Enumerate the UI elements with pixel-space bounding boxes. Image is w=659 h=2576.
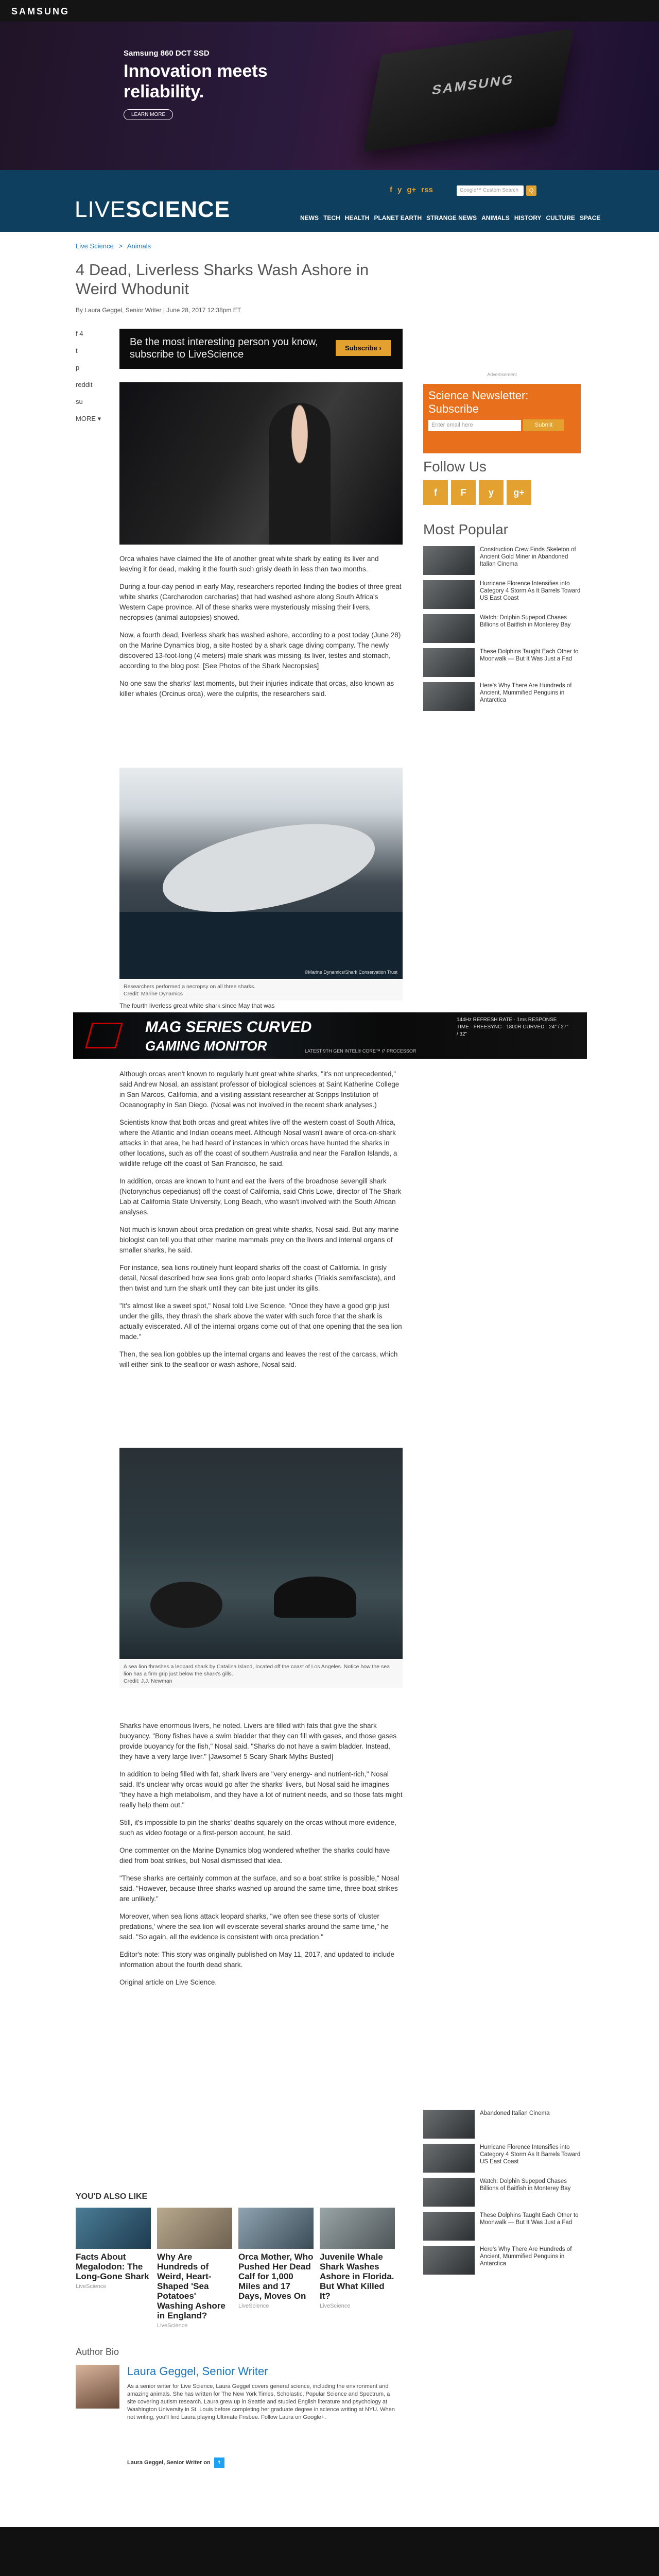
- also-like-title: Why Are Hundreds of Weird, Heart-Shaped 'Sea Potatoes' Washing Ashore in England?: [157, 2252, 226, 2320]
- facebook-icon[interactable]: f: [390, 185, 392, 194]
- also-like-source: LiveScience: [76, 2283, 107, 2290]
- msi-logo: [85, 1023, 123, 1048]
- ad-kicker: Samsung 860 DCT SSD: [124, 49, 210, 58]
- article-byline: By Laura Geggel, Senior Writer | June 28, 2017 12:38pm ET: [76, 307, 241, 314]
- popular-thumb: [423, 546, 475, 575]
- author-bio-heading: Author Bio: [76, 2347, 119, 2357]
- also-like-thumb: [320, 2208, 395, 2249]
- article-title: 4 Dead, Liverless Sharks Wash Ashore in Weird Whodunit: [76, 261, 369, 298]
- also-like-thumb: [76, 2208, 151, 2249]
- nav-culture[interactable]: CULTURE: [546, 214, 575, 222]
- flipboard-icon[interactable]: F: [451, 480, 476, 505]
- sidebar-ad-label: Advertisement: [487, 372, 517, 377]
- author-avatar: [76, 2365, 119, 2409]
- paragraph: Then, the sea lion gobbles up the internal organs and leaves the rest of the carcass, which will either sink to the seafloor or wash ashore, Nosal said.: [119, 1350, 398, 1368]
- popular-item-title: Here's Why There Are Hundreds of Ancient, Mummified Penguins in Antarctica: [480, 2246, 572, 2267]
- twitter-share-icon[interactable]: t: [76, 347, 78, 354]
- also-like-source: LiveScience: [238, 2303, 269, 2309]
- logo-part-science: SCIENCE: [126, 197, 230, 222]
- ssd-label: SAMSUNG: [430, 71, 516, 98]
- paragraph: Moreover, when sea lions attack leopard sharks, "we often see these sorts of 'cluster predations,' where the sea lion will eviscerate several sharks around the same time," he said. "So again, all the evidence is consistent with orca predation.": [119, 1912, 389, 1941]
- nav-strange-news[interactable]: STRANGE NEWS: [426, 214, 477, 222]
- breadcrumb: [76, 242, 154, 250]
- popular-item-title: Watch: Dolphin Supepod Chases Billions of Baitfish in Monterey Bay: [480, 2178, 571, 2192]
- most-popular-list: [423, 546, 583, 716]
- paragraph: In addition to being filled with fat, shark livers are "very energy- and nutrient-rich," Nosal said. It's unclear why orcas would go after the sharks' livers, but Nosal said he imagines "they have a high metabolism, and they have a lot of nutrient needs, and so those fats might really help them out.": [119, 1770, 403, 1809]
- shark-fin-image: [274, 1577, 356, 1618]
- twitter-icon[interactable]: t: [214, 2458, 224, 2468]
- photo-credit-overlay: ©Marine Dynamics/Shark Conservation Trust: [304, 970, 397, 975]
- popular-item[interactable]: [423, 2212, 583, 2241]
- also-like-title: Juvenile Whale Shark Washes Ashore in Florida. But What Killed It?: [320, 2252, 394, 2301]
- also-like-thumb: [157, 2208, 232, 2249]
- nav-space[interactable]: SPACE: [579, 214, 601, 222]
- author-follow: [127, 2458, 224, 2468]
- popular-thumb: [423, 648, 475, 677]
- subscribe-button[interactable]: Subscribe ›: [336, 340, 391, 356]
- popular-thumb: [423, 2178, 475, 2207]
- samsung-logo: SAMSUNG: [11, 6, 70, 16]
- nav-history[interactable]: HISTORY: [514, 214, 542, 222]
- breadcrumb-animals[interactable]: Animals: [127, 242, 151, 250]
- author-bio-text: As a senior writer for Live Science, Laura Geggel covers general science, including the environment and amazing animals. She has written for The New York Times, Scholastic, Popular Science and Spectrum, a site covering autism research. Laura grew up in Seattle and studied English literature and psychology at Washington University in St. Louis before completing her graduate degree in science writing at NYU. When not writing, you'll find Laura playing Ultimate Frisbee. Follow Laura on Google+.: [127, 2383, 395, 2420]
- also-like-source: LiveScience: [320, 2303, 351, 2309]
- also-like-card[interactable]: [320, 2208, 395, 2329]
- youtube-icon[interactable]: y: [479, 480, 504, 505]
- newsletter-email-input[interactable]: Enter email here: [428, 420, 521, 431]
- necropsy-photo[interactable]: [119, 768, 403, 979]
- ad-line-2: GAMING MONITOR: [145, 1038, 267, 1054]
- also-like-heading: YOU'D ALSO LIKE: [76, 2192, 148, 2201]
- follow-icons: [423, 480, 531, 505]
- paragraph: Orca whales have claimed the life of another great white shark by eating its liver and leaving it for dead, making it the fourth such grisly death in less than two months.: [119, 555, 379, 573]
- popular-item[interactable]: [423, 2144, 583, 2173]
- popular-item-title: Watch: Dolphin Supepod Chases Billions of Baitfish in Monterey Bay: [480, 615, 571, 628]
- site-footer: [0, 2527, 659, 2576]
- cutoff-paragraph: The fourth liverless great white shark since May that was: [119, 1002, 275, 1009]
- popular-thumb: [423, 2246, 475, 2275]
- photo-caption: Researchers performed a necropsy on all three sharks. Credit: Marine Dynamics: [119, 980, 403, 1001]
- share-bar: [76, 330, 107, 432]
- nav-planet-earth[interactable]: PLANET EARTH: [374, 214, 422, 222]
- pinterest-share-icon[interactable]: p: [76, 364, 80, 371]
- nav-health[interactable]: HEALTH: [344, 214, 370, 222]
- editors-note: Editor's note: This story was originally published on May 11, 2017, and updated to include information about the fourth dead shark.: [119, 1951, 395, 1969]
- popular-thumb: [423, 614, 475, 643]
- popular-item-title: Construction Crew Finds Skeleton of Ancient Gold Miner in Abandoned Italian Cinema: [480, 547, 576, 567]
- article-body-part-2: [119, 1069, 403, 1377]
- search-icon[interactable]: Q: [526, 185, 536, 196]
- newsletter-title: Science Newsletter: Subscribe: [428, 389, 529, 415]
- paragraph: Now, a fourth dead, liverless shark has washed ashore, according to a post today (June 28) on the Marine Dynamics blog, a site hosted by a shark cage diving company. The newly discovered 13-foot-long (4 meters) male shark was missing its liver, testes and stomach, according to the blog post. [See Photos of the Shark Necropsies]: [119, 631, 401, 670]
- also-like-source: LiveScience: [157, 2323, 188, 2329]
- popular-item[interactable]: [423, 546, 583, 575]
- paragraph: Although orcas aren't known to regularly hunt great white sharks, "it's not unprecedented," said Andrew Nosal, an assistant professor of biological sciences at Saint Katherine College in San Marcos, California, and a visiting assistant researcher at Scripps Institution of Oceanography in San Diego. (Nosal was not involved in the recent shark analyses.): [119, 1070, 400, 1109]
- paragraph: Still, it's impossible to pin the sharks' deaths squarely on the orcas without more evidence, such as video footage or a first-person account, he said.: [119, 1819, 396, 1837]
- twitter-icon[interactable]: y: [397, 185, 402, 194]
- popular-thumb: [423, 2144, 475, 2173]
- hero-person-image: [269, 403, 331, 545]
- google-plus-icon[interactable]: g+: [407, 185, 417, 194]
- breadcrumb-separator: >: [118, 242, 123, 250]
- author-follow-label: Laura Geggel, Senior Writer on: [127, 2460, 211, 2466]
- popular-thumb: [423, 682, 475, 711]
- paragraph: Sharks have enormous livers, he noted. Livers are filled with fats that give the shark buoyancy. "Bony fishes have a swim bladder that they can fill with gases, and those gases provide buoyancy for the fish," Nosal said. "Sharks do not have a swim bladder. Instead, they have a very large liver." [Jawsome! 5 Scary Shark Myths Busted]: [119, 1722, 397, 1760]
- stumbleupon-share-icon[interactable]: su: [76, 398, 83, 405]
- popular-item-title: Here's Why There Are Hundreds of Ancient, Mummified Penguins in Antarctica: [480, 683, 572, 703]
- search-input[interactable]: Google™ Custom Search: [457, 185, 524, 196]
- subscribe-banner[interactable]: [119, 329, 403, 369]
- popular-item[interactable]: [423, 580, 583, 609]
- popular-thumb: [423, 2212, 475, 2241]
- photo-caption: A sea lion thrashes a leopard shark by Catalina Island, located off the coast of Los Angeles. Notice how the sea lion has a firm grip just below the shark's gills. Credit: J.J. Newman: [119, 1660, 403, 1688]
- paragraph: No one saw the sharks' last moments, but their injuries indicate that orcas, also known as killer whales (Orcinus orca), were the culprits, the researchers said.: [119, 680, 394, 698]
- nav-animals[interactable]: ANIMALS: [481, 214, 510, 222]
- newsletter-box: [423, 384, 581, 453]
- popular-item[interactable]: [423, 614, 583, 643]
- popular-item-title: These Dolphins Taught Each Other to Moonwalk — But It Was Just a Fad: [480, 2212, 579, 2226]
- popular-item-title: These Dolphins Taught Each Other to Moonwalk — But It Was Just a Fad: [480, 649, 579, 662]
- ad-headline: Innovation meets reliability.: [124, 61, 268, 101]
- author-name[interactable]: Laura Geggel, Senior Writer: [127, 2365, 268, 2378]
- google-plus-icon[interactable]: g+: [507, 480, 531, 505]
- also-like-title: Facts About Megalodon: The Long-Gone Shark: [76, 2252, 149, 2281]
- popular-item[interactable]: [423, 2246, 583, 2275]
- most-popular-heading: Most Popular: [423, 521, 508, 537]
- popular-item[interactable]: [423, 682, 583, 711]
- paragraph: For instance, sea lions routinely hunt leopard sharks off the coast of California. In grisly detail, Nosal described how sea lions grab onto leopard sharks (Triakis semifasciata), and then twist and turn the shark until they can bite just under its gills.: [119, 1264, 396, 1292]
- also-like-card[interactable]: [238, 2208, 314, 2329]
- more-share-button[interactable]: MORE ▾: [76, 415, 101, 422]
- sea-lion-image: [150, 1582, 222, 1628]
- popular-item-title: Hurricane Florence Intensifies into Category 4 Storm As It Barrels Toward US East Coast: [480, 2144, 581, 2165]
- nav-tech[interactable]: TECH: [323, 214, 340, 222]
- facebook-icon[interactable]: f: [423, 480, 448, 505]
- newsletter-submit-button[interactable]: Submit: [523, 419, 564, 431]
- logo-part-live: LIVE: [75, 197, 126, 222]
- popular-item[interactable]: [423, 2178, 583, 2207]
- paragraph: Not much is known about orca predation on great white sharks, Nosal said. But any marine biologist can tell you that other marine mammals prey on the livers and internal organs of smaller sharks, he said.: [119, 1226, 399, 1254]
- paragraph: Scientists know that both orcas and great whites live off the western coast of South Africa, where the Atlantic and Indian oceans meet. Although Nosal wasn't aware of orca-on-shark attacks in that area, he had heard of instances in which orcas have hunted the sharks in other locations, such as off the coast of southern Australia and near the Farallon Islands, a wildlife refuge off the coast of San Francisco, he said.: [119, 1118, 397, 1167]
- paragraph: "It's almost like a sweet spot," Nosal told Live Science. "Once they have a good grip just under the gills, they thrash the shark above the water with such force that the shark is actually eviscerated. All of the internal organs come out of that one opening that the sea lion made.": [119, 1302, 402, 1341]
- popular-item[interactable]: [423, 648, 583, 677]
- breadcrumb-home[interactable]: Live Science: [76, 242, 114, 250]
- paragraph: In addition, orcas are known to hunt and eat the livers of the broadnose sevengill shark (Notorynchus cepedianus) off the coast of California, said Chris Lowe, director of The Shark Lab at California State University, Long Beach, who wasn't involved with the South African analyses.: [119, 1177, 402, 1216]
- popular-thumb: [423, 2110, 475, 2139]
- popular-item[interactable]: [423, 2110, 583, 2139]
- popular-thumb: [423, 580, 475, 609]
- ad-line-1: MAG SERIES CURVED: [145, 1019, 312, 1036]
- article-body-part-1: [119, 554, 403, 706]
- paragraph: "These sharks are certainly common at the surface, and so a boat strike is possible," Nosal said. "However, because three sharks washed up around the same time, three boat strikes are unlikely.": [119, 1874, 400, 1903]
- ad-specs: 144Hz REFRESH RATE · 1ms RESPONSE TIME · FREESYNC · 1800R CURVED · 24" / 27" / 32": [457, 1017, 568, 1037]
- original-article-link[interactable]: Original article on Live Science.: [119, 1978, 217, 1986]
- nav-news[interactable]: NEWS: [300, 214, 319, 222]
- sea-lion-photo[interactable]: [119, 1448, 403, 1659]
- article-hero-video[interactable]: [119, 382, 403, 545]
- shark-body-image: [155, 808, 383, 928]
- subscribe-banner-text: Be the most interesting person you know, subscribe to LiveScience: [130, 336, 318, 360]
- ad-subline: LATEST 9TH GEN INTEL® CORE™ i7 PROCESSOR: [305, 1048, 417, 1054]
- most-popular-list-bottom: [423, 2110, 583, 2280]
- also-like-card[interactable]: [157, 2208, 232, 2329]
- photo-water: [119, 912, 403, 979]
- follow-us-heading: Follow Us: [423, 459, 487, 474]
- popular-item-title: Abandoned Italian Cinema: [480, 2110, 550, 2116]
- also-like-thumb: [238, 2208, 314, 2249]
- also-like-row: [76, 2208, 395, 2329]
- rss-icon[interactable]: rss: [421, 185, 433, 194]
- paragraph: During a four-day period in early May, researchers reported finding the bodies of three great white sharks (Carcharodon carcharias) that had washed ashore along South Africa's Western Cape province. All of these sharks were mysteriously missing their livers, necropsies (animal autopsies) showed.: [119, 583, 402, 621]
- paragraph: One commenter on the Marine Dynamics blog wondered whether the sharks could have died from boat strikes, but Nosal dismissed that idea.: [119, 1846, 390, 1865]
- also-like-title: Orca Mother, Who Pushed Her Dead Calf for 1,000 Miles and 17 Days, Moves On: [238, 2252, 314, 2301]
- article-body-part-3: [119, 1721, 403, 1995]
- also-like-card[interactable]: [76, 2208, 151, 2329]
- msi-monitor-ad[interactable]: [73, 1012, 587, 1059]
- ad-learn-more-button[interactable]: LEARN MORE: [124, 109, 173, 120]
- reddit-share-icon[interactable]: reddit: [76, 381, 93, 388]
- facebook-share-icon[interactable]: f 4: [76, 330, 83, 337]
- popular-item-title: Hurricane Florence Intensifies into Category 4 Storm As It Barrels Toward US East Coast: [480, 581, 581, 601]
